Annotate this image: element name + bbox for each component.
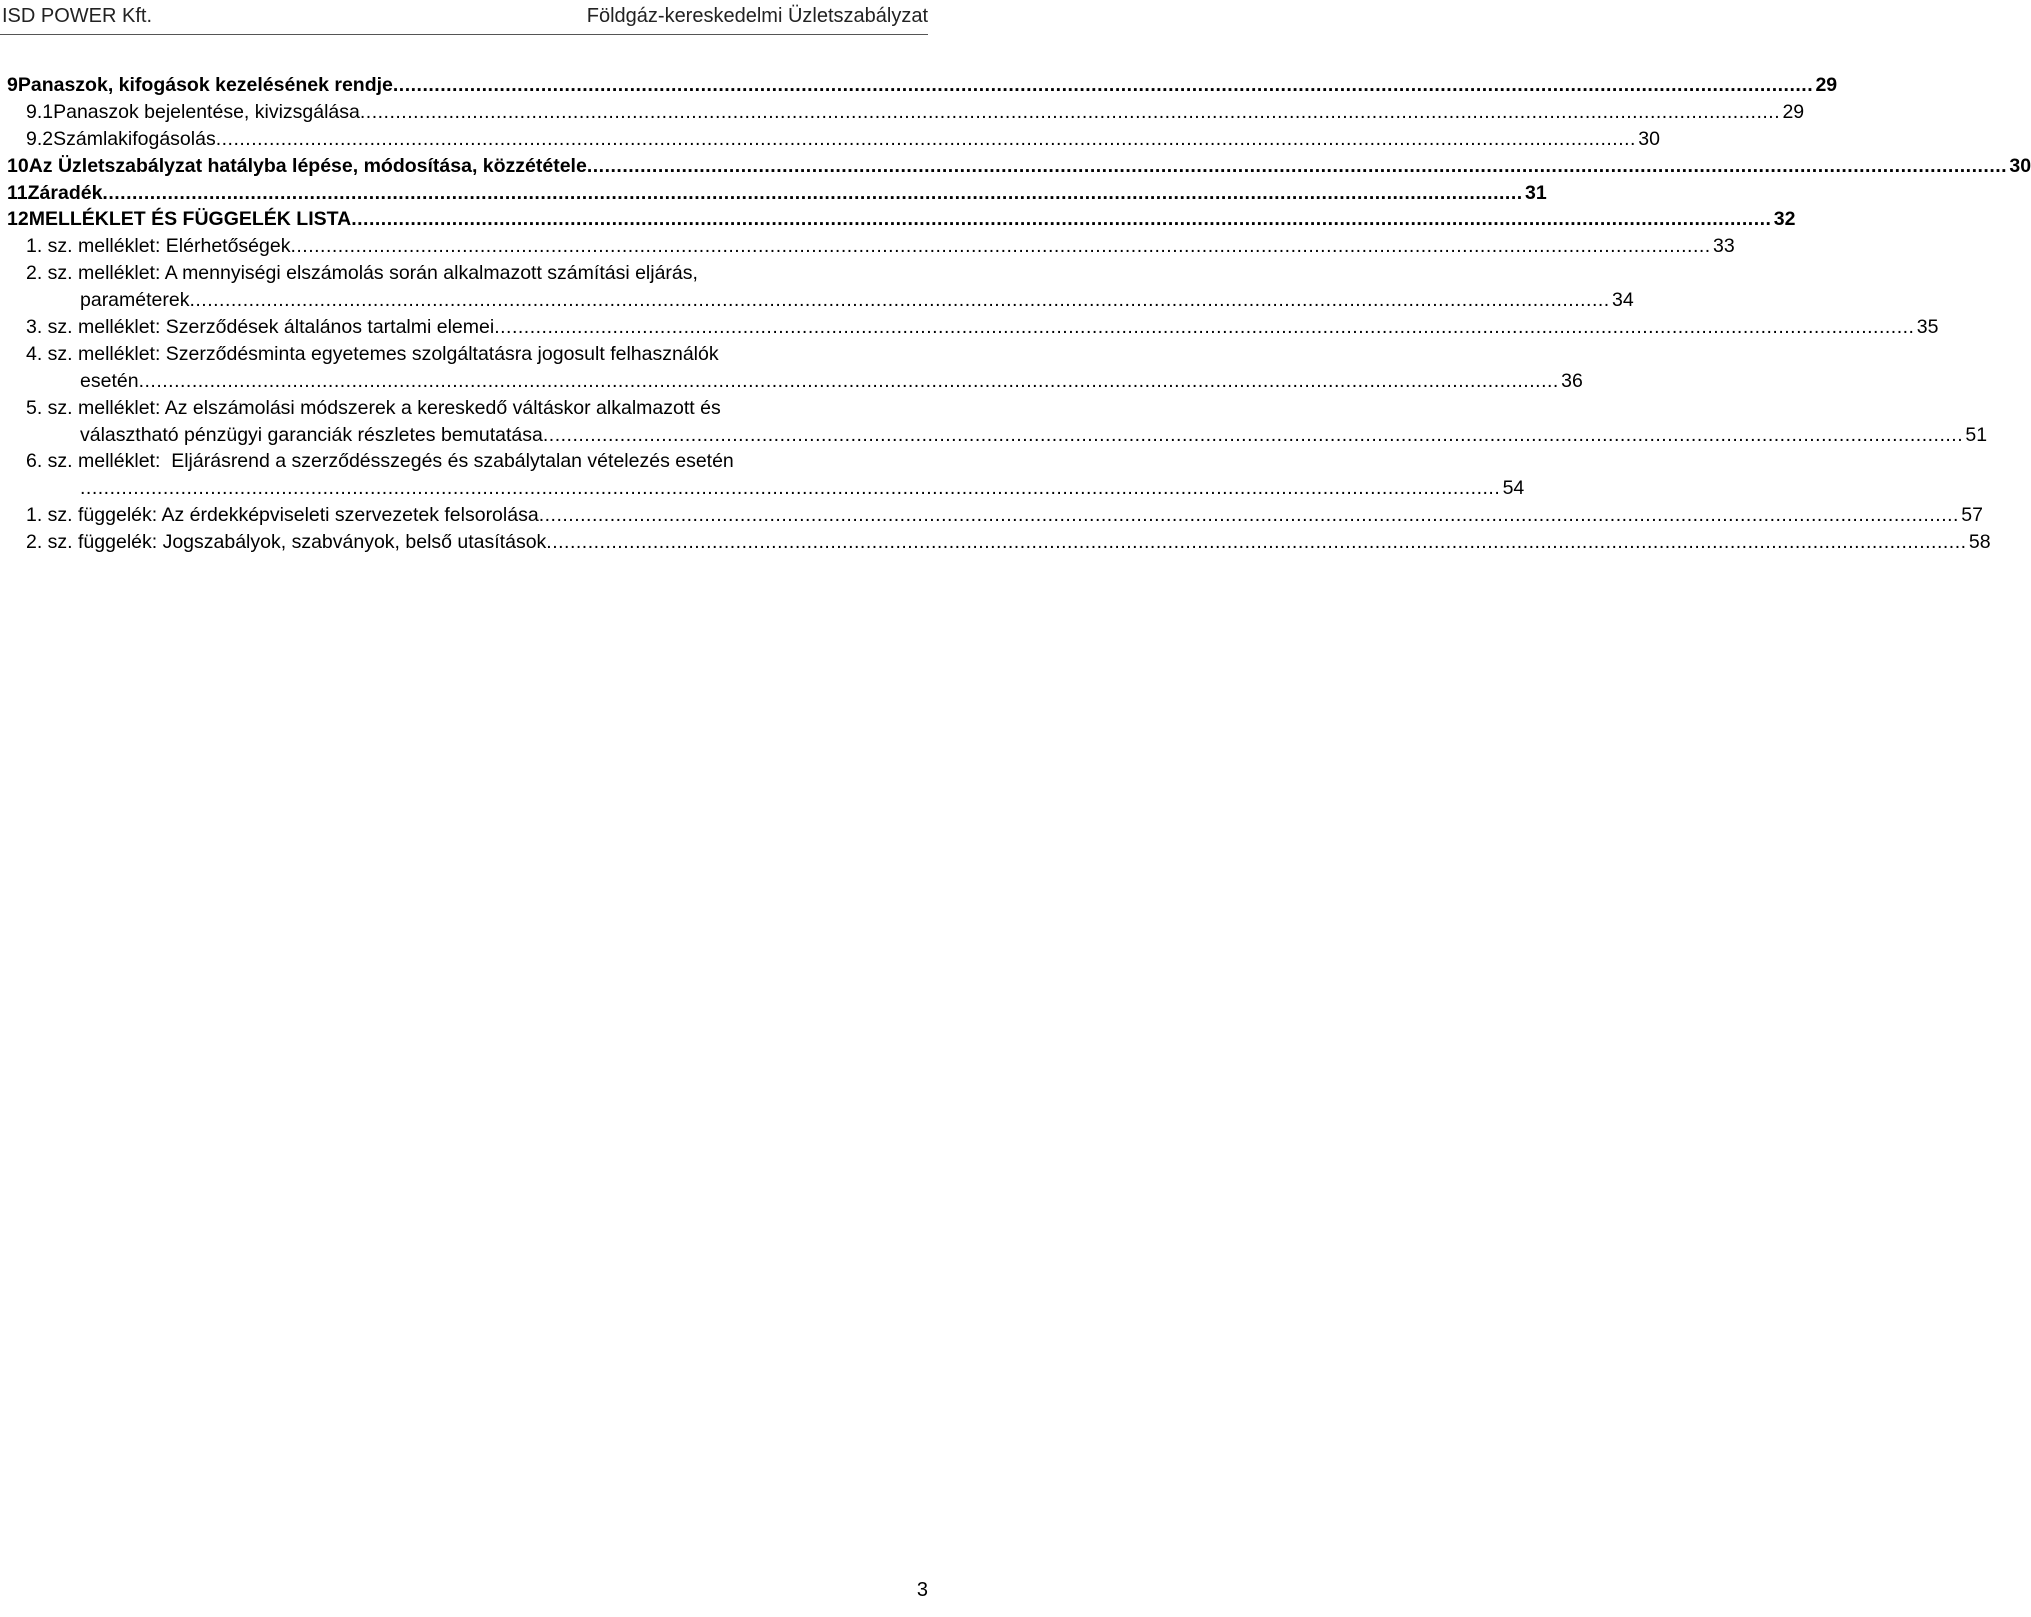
dot-leader	[216, 126, 1636, 153]
toc-entry[interactable]	[0, 448, 925, 475]
toc-entry-page: 33	[1713, 235, 1735, 258]
toc-entry-number: 9	[7, 74, 18, 96]
header-divider	[0, 34, 928, 35]
toc-entry-page: 51	[1965, 423, 1988, 446]
page-header	[0, 0, 928, 36]
dot-leader	[543, 422, 1963, 449]
page-number: 3	[916, 1579, 928, 1601]
toc-entry-page: 58	[1968, 531, 1991, 554]
toc-entry-number: 9.1	[26, 100, 54, 123]
toc-entry-title: 2. sz. függelék: Jogszabályok, szabványok, belső utasítások	[26, 531, 547, 554]
dot-leader	[102, 180, 1522, 207]
toc-entry[interactable]	[0, 180, 1547, 207]
toc-entry-continuation[interactable]	[0, 475, 1525, 502]
toc-entry-title: MELLÉKLET ÉS FÜGGELÉK LISTA	[28, 208, 352, 231]
toc-entry-title: Panaszok, kifogások kezelésének rendje	[17, 74, 393, 96]
toc-entry[interactable]	[0, 206, 1796, 233]
toc-entry-page: 30	[1638, 127, 1660, 150]
toc-entry[interactable]	[0, 502, 1983, 529]
toc-entry-title: 2. sz. melléklet: A mennyiségi elszámolás során alkalmazott számítási eljárás,	[26, 262, 698, 285]
dot-leader	[351, 206, 1771, 233]
toc-entry-title: 3. sz. melléklet: Szerződések általános tartalmi elemei	[26, 316, 495, 339]
dot-leader	[393, 72, 1813, 99]
toc-entry[interactable]	[0, 153, 2031, 180]
toc-entry[interactable]	[0, 126, 1660, 153]
toc-entry-title: Számlakifogásolás	[53, 127, 216, 150]
toc-entry-title-continued: esetén	[80, 369, 139, 392]
toc-entry[interactable]	[0, 233, 1735, 260]
toc-entry[interactable]	[0, 314, 1939, 341]
dot-leader	[189, 287, 1609, 314]
toc-entry[interactable]	[0, 529, 1991, 556]
toc-entry[interactable]	[0, 72, 1838, 99]
toc-entry-title: 1. sz. függelék: Az érdekképviseleti szervezetek felsorolása	[26, 504, 539, 527]
dot-leader	[539, 502, 1959, 529]
dot-leader	[494, 314, 1914, 341]
toc-entry[interactable]	[0, 260, 925, 287]
toc-entry-title-continued: paraméterek	[80, 289, 190, 312]
toc-entry-title: 1. sz. melléklet: Elérhetőségek	[26, 235, 291, 258]
toc-entry-page: 32	[1773, 208, 1796, 231]
document-title: Földgáz-kereskedelmi Üzletszabályzat	[586, 5, 928, 27]
toc-entry-number: 11	[7, 181, 28, 204]
toc-entry-number: 12	[7, 208, 29, 231]
toc-entry-title: Záradék	[27, 181, 103, 204]
toc-entry-page: 30	[2009, 154, 2031, 177]
toc-entry-continuation[interactable]	[0, 287, 1634, 314]
dot-leader	[80, 475, 1500, 502]
toc-entry-continuation[interactable]	[0, 422, 1988, 449]
toc-entry-title: 5. sz. melléklet: Az elszámolási módszerek a kereskedő váltáskor alkalmazott és	[26, 396, 721, 419]
toc-entry-page: 54	[1502, 477, 1525, 500]
toc-entry-title: 4. sz. melléklet: Szerződésminta egyetemes szolgáltatásra jogosult felhasználók	[26, 342, 719, 365]
dot-leader	[139, 368, 1559, 395]
toc-entry-page: 29	[1782, 100, 1805, 123]
dot-leader	[290, 233, 1710, 260]
toc-entry-title: 6. sz. melléklet: Eljárásrend a szerződésszegés és szabálytalan vételezés esetén	[26, 450, 734, 473]
toc-entry[interactable]	[0, 395, 925, 422]
toc-entry-page: 31	[1524, 181, 1547, 204]
toc-entry-page: 34	[1612, 289, 1634, 312]
toc-entry-number: 10	[7, 154, 29, 177]
dot-leader	[546, 529, 1966, 556]
toc-entry-title-continued: választható pénzügyi garanciák részletes bemutatása	[80, 423, 543, 446]
dot-leader	[360, 99, 1780, 126]
toc-entry-title: Az Üzletszabályzat hatályba lépése, módosítása, közzététele	[28, 154, 587, 177]
toc-entry[interactable]	[0, 341, 925, 368]
toc-entry-title: Panaszok bejelentése, kivizsgálása	[53, 100, 360, 123]
table-of-contents	[0, 72, 2031, 556]
dot-leader	[587, 153, 2007, 180]
toc-entry-page: 36	[1561, 369, 1583, 392]
toc-entry[interactable]	[0, 99, 1805, 126]
toc-entry-page: 57	[1961, 504, 1983, 527]
toc-entry-continuation[interactable]	[0, 368, 1583, 395]
toc-entry-number: 9.2	[26, 127, 54, 150]
toc-entry-page: 35	[1916, 316, 1939, 339]
toc-entry-page: 29	[1815, 74, 1838, 96]
company-name: ISD POWER Kft.	[2, 5, 153, 27]
